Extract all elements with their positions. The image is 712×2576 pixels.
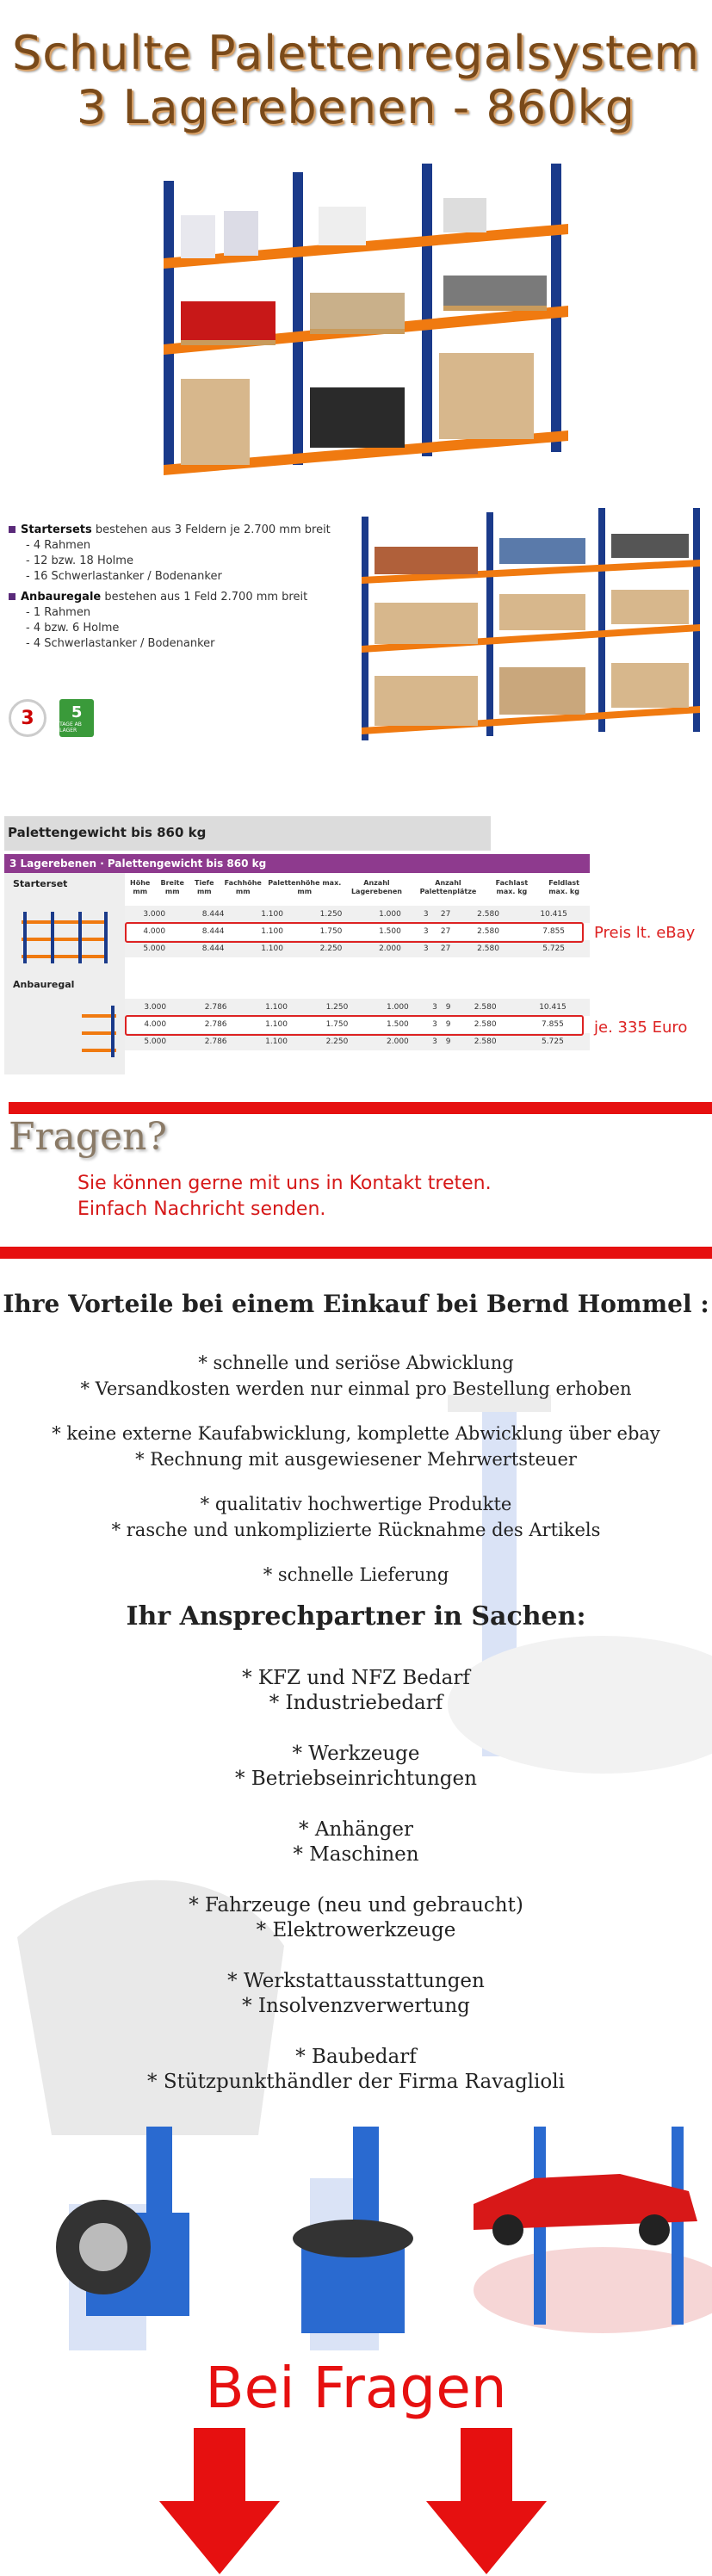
cell: 5.725	[542, 944, 566, 953]
col-header: Höhe mm	[130, 879, 151, 895]
page-title	[0, 0, 712, 155]
cell: 2.580	[474, 1037, 497, 1046]
starter-item: - 12 bzw. 18 Holme	[26, 554, 133, 567]
vorteil-item: * qualitativ hochwertige Produkte	[200, 1494, 512, 1514]
cell: 9	[445, 1037, 451, 1046]
cell: 2.000	[387, 1037, 409, 1046]
product-description	[9, 523, 353, 652]
cell: 4.000	[143, 927, 166, 936]
title-line-1: Schulte Palettenregalsystem	[11, 26, 701, 80]
cell: 1.250	[325, 1003, 349, 1012]
delivery-label: TAGE AB LAGER	[59, 721, 82, 734]
cell: 1.000	[379, 910, 401, 919]
anbau-bold: Anbauregale	[21, 591, 102, 604]
ansprech-item: * Betriebseinrichtungen	[235, 1768, 477, 1790]
kontakt-line-2: Einfach Nachricht senden.	[77, 1198, 326, 1220]
anbau-item: - 4 bzw. 6 Holme	[26, 622, 120, 635]
col-header: Tiefe mm	[195, 879, 214, 895]
vorteile-list	[0, 1350, 712, 1588]
cell: 8.444	[201, 927, 225, 936]
cell: 4.000	[144, 1020, 167, 1029]
cell: 2.786	[204, 1020, 227, 1029]
col-header: Fachlast max. kg	[495, 879, 529, 895]
vorteil-item: * schnelle Lieferung	[263, 1564, 449, 1585]
table-row	[125, 906, 590, 923]
vorteil-item: * keine externe Kaufabwicklung, komplette Abwicklung über ebay	[52, 1423, 660, 1444]
ansprech-item: * KFZ und NFZ Bedarf	[242, 1667, 470, 1689]
cell: 5.725	[542, 1037, 564, 1046]
pallet-rack-image-2	[357, 508, 702, 753]
cell: 3	[432, 1037, 437, 1046]
bei-fragen-heading: Bei Fragen	[205, 2355, 507, 2421]
cell: 1.100	[265, 1003, 288, 1012]
starterset-label: Starterset	[13, 878, 68, 889]
col-header: Anzahl Lagerebenen	[350, 879, 402, 895]
cell: 1.500	[387, 1020, 409, 1029]
set-column	[4, 873, 125, 1074]
cell: 27	[440, 927, 451, 936]
cell: 7.855	[542, 1020, 564, 1029]
bullet-icon	[9, 526, 15, 533]
cell: 1.100	[261, 944, 283, 953]
ansprech-item: * Insolvenzverwertung	[242, 1995, 470, 2017]
cell: 2.786	[204, 1037, 227, 1046]
cell: 3.000	[143, 910, 166, 919]
col-header: Fachhöhe mm	[224, 879, 262, 895]
starter-text: bestehen aus 3 Feldern je 2.700 mm breit	[91, 523, 331, 536]
machines-image	[17, 2109, 706, 2350]
cell: 5.000	[144, 1037, 167, 1046]
cell: 2.786	[204, 1003, 227, 1012]
warranty-years: 3	[21, 707, 34, 729]
vorteile-title: Ihre Vorteile bei einem Einkauf bei Bernd Hommel :	[3, 1290, 709, 1318]
col-header: Feldlast max. kg	[548, 879, 579, 895]
red-divider	[9, 1102, 712, 1114]
cell: 3.000	[144, 1003, 167, 1012]
ansprech-item: * Baubedarf	[295, 2046, 417, 2068]
starter-item: - 16 Schwerlastanker / Bodenanker	[26, 570, 222, 583]
cell: 1.250	[319, 910, 343, 919]
table-row	[125, 999, 590, 1016]
cell: 9	[445, 1020, 451, 1029]
col-header: Palettenhöhe max. mm	[268, 879, 342, 895]
ansprech-item: * Anhänger	[299, 1818, 413, 1841]
table-grid	[125, 873, 590, 902]
col-header: Breite mm	[160, 879, 184, 895]
cell: 1.100	[265, 1037, 288, 1046]
kontakt-text	[77, 1171, 492, 1223]
cell: 1.100	[261, 910, 283, 919]
cell: 1.100	[265, 1020, 288, 1029]
price-note-anbau: je. 335 Euro	[594, 1019, 688, 1037]
delivery-badge-icon	[59, 699, 94, 737]
table-row	[125, 940, 590, 957]
cell: 1.100	[261, 927, 283, 936]
starterset-icon	[22, 912, 108, 963]
cell: 2.580	[474, 1003, 497, 1012]
starter-item: - 4 Rahmen	[26, 539, 91, 552]
delivery-days: 5	[71, 703, 83, 721]
cell: 3	[432, 1020, 437, 1029]
vorteil-item: * rasche und unkomplizierte Rücknahme des Artikels	[111, 1520, 601, 1540]
kontakt-line-1: Sie können gerne mit uns in Kontakt treten.	[77, 1173, 492, 1194]
ansprech-item: * Fahrzeuge (neu und gebraucht)	[189, 1894, 523, 1917]
badges	[9, 699, 94, 737]
ansprech-item: * Industriebedarf	[269, 1692, 443, 1714]
cell: 7.855	[542, 927, 566, 936]
anbau-text: bestehen aus 1 Feld 2.700 mm breit	[101, 591, 308, 604]
warranty-badge-icon	[9, 699, 46, 737]
cell: 10.415	[539, 1003, 567, 1012]
cell: 2.250	[325, 1037, 349, 1046]
col-header: Anzahl Palettenplätze	[419, 879, 477, 895]
cell: 2.580	[477, 944, 499, 953]
cell: 2.580	[477, 927, 499, 936]
cell: 8.444	[201, 944, 225, 953]
pallet-rack-image	[146, 164, 594, 491]
highlight-box	[125, 1015, 584, 1036]
data-table	[125, 873, 590, 902]
vorteil-item: * schnelle und seriöse Abwicklung	[198, 1353, 514, 1373]
cell: 27	[440, 910, 451, 919]
cell: 1.750	[325, 1020, 349, 1029]
cell: 9	[445, 1003, 451, 1012]
red-divider	[0, 1247, 712, 1259]
ansprech-title: Ihr Ansprechpartner in Sachen:	[126, 1601, 586, 1632]
ansprech-item: * Werkstattausstattungen	[227, 1970, 485, 1992]
bullet-icon	[9, 593, 15, 600]
cell: 2.580	[477, 910, 499, 919]
cell: 27	[440, 944, 451, 953]
arrow-down-icon	[159, 2428, 280, 2574]
arrow-down-icon	[426, 2428, 547, 2574]
cell: 3	[432, 1003, 437, 1012]
highlight-box	[125, 922, 584, 943]
cell: 3	[423, 910, 429, 919]
table-row	[125, 1033, 590, 1050]
cell: 3	[423, 927, 429, 936]
cell: 10.415	[540, 910, 567, 919]
table-header: Palettengewicht bis 860 kg	[4, 816, 491, 851]
cell: 2.000	[379, 944, 401, 953]
vorteil-item: * Rechnung mit ausgewiesener Mehrwertsteuer	[135, 1449, 577, 1470]
cell: 1.000	[387, 1003, 409, 1012]
ansprech-item: * Stützpunkthändler der Firma Ravaglioli	[147, 2071, 565, 2093]
cell: 5.000	[143, 944, 166, 953]
cell: 8.444	[201, 910, 225, 919]
cell: 2.580	[474, 1020, 497, 1029]
anbau-item: - 1 Rahmen	[26, 606, 91, 619]
price-note-ebay: Preis lt. eBay	[594, 924, 696, 942]
cell: 2.250	[319, 944, 343, 953]
cell: 1.500	[379, 927, 401, 936]
ansprech-item: * Elektrowerkzeuge	[256, 1919, 456, 1941]
anbauregal-label: Anbauregal	[13, 979, 75, 990]
starter-bold: Startersets	[21, 523, 92, 536]
title-line-2: 3 Lagerebenen - 860kg	[76, 80, 636, 134]
ansprech-list	[0, 1666, 712, 2095]
ansprech-item: * Maschinen	[293, 1843, 419, 1866]
ansprech-item: * Werkzeuge	[292, 1743, 420, 1765]
anbau-item: - 4 Schwerlastanker / Bodenanker	[26, 637, 215, 650]
cell: 3	[423, 944, 429, 953]
vorteil-item: * Versandkosten werden nur einmal pro Bestellung erhoben	[80, 1378, 632, 1399]
fragen-title: Fragen?	[9, 1115, 167, 1159]
anbauregal-icon	[82, 1006, 116, 1057]
cell: 1.750	[319, 927, 343, 936]
table-band: 3 Lagerebenen · Palettengewicht bis 860 kg	[4, 854, 590, 873]
